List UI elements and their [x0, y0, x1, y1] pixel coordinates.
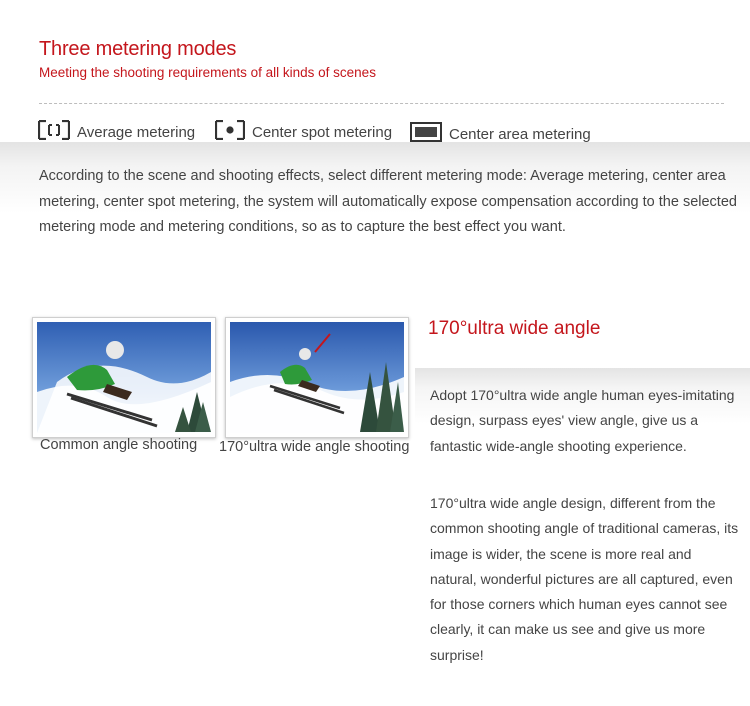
page-subtitle: Meeting the shooting requirements of all kinds of scenes: [39, 65, 376, 80]
wide-angle-paragraph-2: 170°ultra wide angle design, different from the common shooting angle of traditional cameras, its image is wider, the scene is more real and natural, wonderful pictures are all captured, even for those corners which human eyes cannot see clearly, it can make us see and give us more surprise!: [430, 495, 739, 663]
average-metering-icon: [38, 120, 70, 145]
mode-center-area: [410, 123, 591, 145]
center-spot-metering-icon: [215, 120, 245, 145]
wide-angle-photo: [225, 317, 409, 438]
mode-center-spot: [215, 121, 392, 143]
mode-label: Center area metering: [449, 125, 591, 143]
mode-label: Average metering: [77, 123, 196, 141]
metering-description: According to the scene and shooting effects, select different metering mode: Average metering, center area metering, center spot metering, the system will automatically expose compensation according to the selected metering mode and metering conditions, so as to capture the best effect you want.: [39, 168, 737, 235]
page-title: Three metering modes: [39, 38, 237, 60]
wide-angle-title: 170°ultra wide angle: [428, 318, 601, 339]
mode-label: Center spot metering: [252, 123, 393, 141]
center-area-metering-icon: [410, 122, 442, 147]
common-angle-photo: [32, 317, 216, 438]
common-angle-caption: Common angle shooting: [40, 437, 198, 453]
dashed-divider: [39, 103, 724, 104]
wide-angle-paragraph-1: Adopt 170°ultra wide angle human eyes-imitating design, surpass eyes' view angle, give us a fantastic wide-angle shooting experience.: [430, 387, 735, 454]
wide-angle-caption: 170°ultra wide angle shooting: [219, 439, 410, 455]
mode-average: [38, 121, 195, 143]
